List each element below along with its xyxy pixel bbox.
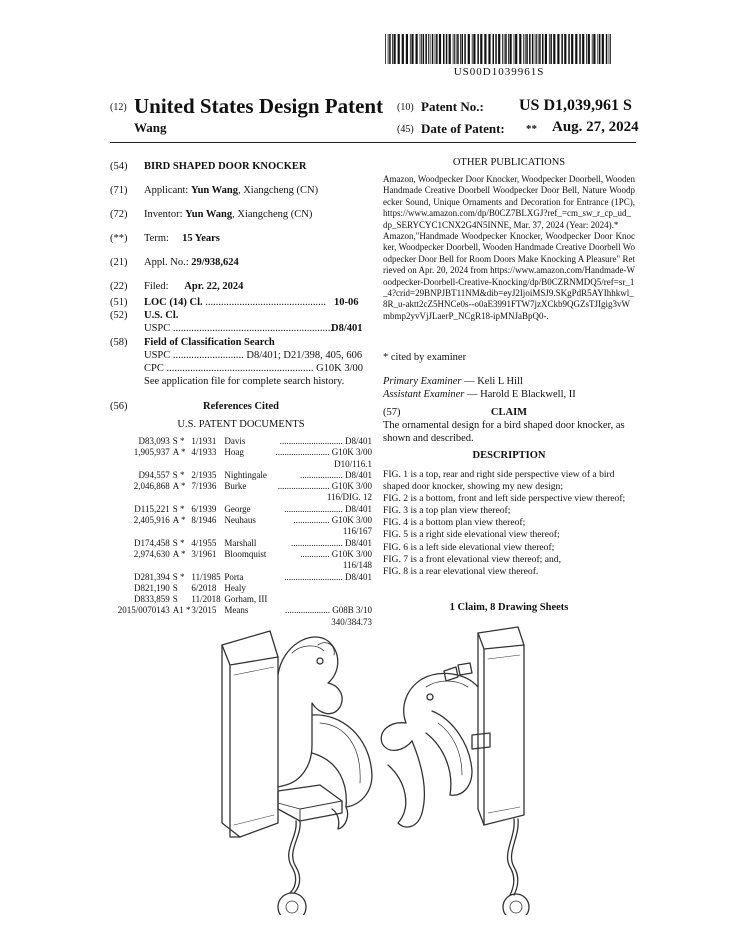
- barcode-bar: [472, 34, 473, 64]
- reference-kind: A *: [172, 548, 186, 559]
- barcode-bar: [435, 34, 436, 64]
- term-value: 15 Years: [182, 233, 220, 244]
- barcode-bar: [593, 34, 595, 64]
- reference-class: ............. G10K 3/00: [300, 548, 372, 559]
- field-54: [110, 160, 380, 173]
- reference-name: Neuhaus: [224, 515, 256, 526]
- barcode-bar: [477, 34, 479, 64]
- barcode-bar: [532, 34, 534, 64]
- reference-row: [110, 481, 372, 492]
- barcode-bar: [523, 34, 524, 64]
- reference-date: [191, 560, 224, 571]
- other-publications: [383, 174, 635, 322]
- reference-class: [276, 594, 373, 605]
- reference-date: 4/1955: [191, 537, 217, 548]
- figure-description: is a top, rear and right side perspective view of a bird shaped door knocker, showing my new design;: [383, 469, 615, 493]
- barcode: [385, 34, 613, 64]
- reference-row: [110, 470, 372, 481]
- barcode-bar: [557, 34, 559, 64]
- claim-title: CLAIM: [490, 407, 528, 418]
- reference-row: [110, 515, 372, 526]
- code-54: (54): [110, 161, 128, 172]
- description-list: [383, 469, 635, 578]
- figure-ref: FIG. 6: [383, 541, 409, 553]
- code-21: (21): [110, 257, 128, 268]
- figure-ref: FIG. 7: [383, 553, 409, 565]
- publication-2: Amazon,"Handmade Woodpecker Knocker, Woodpecker Door Knocker, Woodpecker Doorbell, Wooden Handmade Creative Doorbell Woodpecker Door Bell for Room Doors Make Knocking A Pleasure" Retrieved on Apr. 20, 2024 from https://www.amazon.com/Handmade-Woodpecker-Doorbell-Creative-Knocking/dp/B0CZRNMDQ5/ref=sr_1_4?crid=29BNPJBT11NM&dib=eyJ2IjoiMSJ9.SKgPdR5AYIhhkwl_8R_u-aktt2cZ5HNCe0s--o0aE3991FTW7jzXCkb9QGZsTJIgig3vWmbmp2yvVjJLaerP_NCgR18-ipMNJaBpQ0-.: [383, 231, 635, 321]
- term-label: Term:: [144, 233, 169, 244]
- field-71: [110, 184, 380, 197]
- figure-description: is a right side elevational view thereof;: [408, 529, 560, 541]
- figure-ref: FIG. 3: [383, 505, 409, 517]
- code-10: (10): [397, 102, 414, 113]
- barcode-bar: [553, 34, 555, 64]
- reference-name: [224, 560, 275, 571]
- barcode-bar: [519, 34, 521, 64]
- reference-class: .......................... D8/401: [284, 571, 372, 582]
- barcode-bar: [538, 34, 539, 64]
- reference-kind: S *: [172, 571, 185, 582]
- reference-class: 340/384.73: [331, 616, 372, 627]
- primary-examiner-label: Primary Examiner: [383, 376, 462, 387]
- barcode-bar: [545, 34, 547, 64]
- reference-number: [110, 560, 173, 571]
- barcode-bar: [488, 34, 490, 64]
- barcode-bar: [502, 34, 503, 64]
- reference-number: 2,974,630: [133, 548, 170, 559]
- barcode-bar: [389, 34, 391, 64]
- barcode-bar: [579, 34, 581, 64]
- figure-ref: FIG. 1: [383, 469, 409, 480]
- barcode-bar: [549, 34, 550, 64]
- claims-summary: 1 Claim, 8 Drawing Sheets: [449, 602, 569, 613]
- barcode-bar: [505, 34, 507, 64]
- primary-examiner: [383, 375, 523, 388]
- barcode-bar: [398, 34, 400, 64]
- reference-class: 116/148: [342, 560, 372, 571]
- barcode-bar: [602, 34, 604, 64]
- description-item: [383, 469, 635, 493]
- left-striker-ball: [278, 893, 306, 915]
- reference-name: Means: [224, 605, 249, 616]
- title-of-design: BIRD SHAPED DOOR KNOCKER: [144, 161, 307, 172]
- barcode-bar: [610, 34, 611, 64]
- uspc-value: D8/401: [331, 323, 363, 334]
- reference-class: .................... G08B 3/10: [284, 605, 372, 616]
- applicant-label: Applicant:: [144, 185, 189, 196]
- door-knocker-drawing: [200, 615, 560, 915]
- barcode-bar: [454, 34, 455, 64]
- barcode-bar: [439, 34, 441, 64]
- barcode-bar: [609, 34, 610, 64]
- reference-row: [110, 560, 372, 571]
- reference-kind: [173, 492, 192, 503]
- cited-note: * cited by examiner: [383, 352, 467, 363]
- reference-name: Marshall: [224, 537, 257, 548]
- reference-number: [110, 459, 173, 470]
- barcode-bar: [568, 34, 570, 64]
- reference-name: Hoag: [224, 447, 244, 458]
- reference-class: .......................... D8/401: [284, 503, 372, 514]
- reference-kind: [173, 459, 192, 470]
- figure-ref: FIG. 4: [383, 517, 409, 529]
- field-search-label: Field of Classification Search: [144, 337, 275, 348]
- barcode-bar: [588, 34, 590, 64]
- barcode-bar: [473, 34, 475, 64]
- figure-description: is a rear elevational view thereof.: [408, 565, 539, 577]
- reference-name: [224, 526, 275, 537]
- code-56: (56): [110, 401, 128, 412]
- barcode-bar: [592, 34, 593, 64]
- reference-class: [276, 583, 373, 594]
- applicant-location: , Xiangcheng (CN): [237, 185, 319, 196]
- search-cpc: CPC ........................................................ G10K 3/00: [144, 363, 364, 374]
- reference-name: George: [224, 503, 251, 514]
- reference-row: [110, 459, 372, 470]
- barcode-bar: [526, 34, 528, 64]
- patent-date: Aug. 27, 2024: [552, 119, 639, 135]
- reference-row: [110, 504, 372, 515]
- reference-kind: [173, 526, 192, 537]
- barcode-bar: [529, 34, 531, 64]
- barcode-bar: [423, 34, 425, 64]
- code-52: (52): [110, 310, 128, 321]
- search-uspc: USPC ........................... D8/401; D21/398, 405, 606: [144, 350, 363, 361]
- description-item: [383, 493, 635, 505]
- field-term: [110, 232, 380, 245]
- right-bird-eye: [427, 694, 433, 700]
- barcode-bar: [539, 34, 541, 64]
- right-striker-ball: [503, 894, 529, 915]
- barcode-bar: [436, 34, 438, 64]
- barcode-bar: [606, 34, 608, 64]
- figure-ref: FIG. 2: [383, 493, 409, 505]
- filed-label: Filed:: [144, 281, 169, 292]
- reference-number: 2015/0070143: [117, 605, 170, 616]
- barcode-number: US00D1039961S: [453, 66, 545, 78]
- barcode-bar: [464, 34, 466, 64]
- references-title: References Cited: [203, 401, 279, 412]
- reference-number: D94,557: [138, 469, 170, 480]
- uspc-label: USPC: [144, 323, 171, 334]
- reference-date: [191, 459, 224, 470]
- inventor-location: , Xiangcheng (CN): [232, 209, 313, 220]
- appl-no-value: 29/938,624: [191, 257, 239, 268]
- barcode-bar: [421, 34, 422, 64]
- left-bird-eye: [317, 658, 323, 664]
- barcode-bar: [394, 34, 396, 64]
- barcode-bar: [443, 34, 445, 64]
- knocker-right: [381, 627, 529, 915]
- reference-date: 1/1931: [191, 436, 217, 446]
- reference-kind: S *: [172, 537, 185, 548]
- reference-kind: S *: [172, 469, 185, 480]
- code-57: (57): [383, 407, 401, 418]
- barcode-bar: [582, 34, 584, 64]
- barcode-bar: [457, 34, 459, 64]
- reference-number: [110, 526, 173, 537]
- barcode-bar: [586, 34, 587, 64]
- right-bracket: [472, 733, 490, 749]
- barcode-bar: [514, 34, 515, 64]
- loc-value: 10-06: [334, 297, 359, 308]
- barcode-bar: [468, 34, 470, 64]
- barcode-bar: [515, 34, 517, 64]
- reference-name: Gorham, III: [224, 594, 268, 605]
- reference-row: [110, 538, 372, 549]
- barcode-bar: [453, 34, 454, 64]
- reference-date: 11/2018: [191, 594, 221, 605]
- barcode-bar: [402, 34, 404, 64]
- right-backplate: [478, 627, 524, 825]
- assistant-examiner: [383, 388, 576, 401]
- reference-class: ....................... G10K 3/00: [277, 481, 372, 492]
- barcode-bar: [446, 34, 448, 64]
- barcode-bar: [571, 34, 573, 64]
- reference-name: Healy: [224, 582, 246, 593]
- reference-kind: [173, 560, 192, 571]
- left-bird-wing: [312, 715, 372, 807]
- reference-date: 7/1936: [191, 481, 217, 492]
- reference-name: Nightingale: [224, 469, 267, 480]
- reference-number: D83,093: [138, 436, 170, 446]
- barcode-bar: [449, 34, 451, 64]
- reference-row: [110, 436, 372, 447]
- barcode-bar: [428, 34, 429, 64]
- code-71: (71): [110, 185, 128, 196]
- barcode-bar: [495, 34, 497, 64]
- barcode-bar: [416, 34, 418, 64]
- figure-description: is a bottom, front and left side perspective view thereof;: [408, 493, 626, 505]
- barcode-bar: [460, 34, 461, 64]
- date-label: Date of Patent:: [421, 121, 505, 136]
- reference-kind: S: [172, 582, 178, 593]
- reference-date: 8/1946: [191, 515, 217, 526]
- barcode-bar: [575, 34, 577, 64]
- barcode-bar: [597, 34, 598, 64]
- figure-ref: FIG. 5: [383, 529, 409, 541]
- reference-number: D174,458: [133, 537, 170, 548]
- reference-number: 1,905,937: [133, 447, 170, 458]
- inventor-name: Yun Wang: [185, 209, 233, 220]
- reference-number: [110, 492, 173, 503]
- reference-row: [110, 583, 372, 594]
- description-title: DESCRIPTION: [472, 450, 546, 461]
- barcode-bar: [508, 34, 509, 64]
- reference-name: Porta: [224, 571, 244, 582]
- barcode-bar: [599, 34, 601, 64]
- code-58: (58): [110, 337, 128, 348]
- reference-number: D281,394: [133, 571, 170, 582]
- patent-type-title: United States Design Patent: [134, 94, 384, 118]
- barcode-bar: [493, 34, 495, 64]
- reference-kind: A *: [172, 447, 186, 458]
- right-bird-wing: [426, 711, 472, 795]
- reference-name: Bloomquist: [224, 548, 267, 559]
- reference-kind: A *: [172, 481, 186, 492]
- reference-name: [224, 459, 275, 470]
- reference-class: ....................... D8/401: [291, 537, 372, 548]
- reference-class: ................ G10K 3/00: [293, 515, 372, 526]
- reference-class: 116/DIG. 12: [326, 492, 372, 503]
- loc-dots: ..............................................: [205, 297, 326, 308]
- header-divider: [110, 142, 636, 143]
- reference-number: D821,190: [133, 582, 170, 593]
- knocker-left: [222, 631, 372, 915]
- reference-date: 6/1939: [191, 503, 217, 514]
- barcode-bar: [385, 34, 386, 64]
- field-22: [110, 280, 380, 293]
- reference-class: ........................ G10K 3/00: [275, 447, 372, 458]
- loc-label: LOC (14) Cl.: [144, 297, 203, 308]
- field-21: [110, 256, 380, 269]
- barcode-bar: [410, 34, 411, 64]
- inventor-surname: Wang: [134, 120, 167, 135]
- barcode-bar: [510, 34, 512, 64]
- reference-kind: A1 *: [172, 605, 191, 616]
- reference-kind: A *: [172, 515, 186, 526]
- reference-number: 2,046,868: [133, 481, 170, 492]
- figure-description: is a front elevational view thereof; and,: [408, 553, 561, 565]
- barcode-bar: [498, 34, 500, 64]
- reference-date: 2/1935: [191, 469, 217, 480]
- barcode-bar: [480, 34, 482, 64]
- description-item: [383, 505, 635, 517]
- barcode-bar: [430, 34, 431, 64]
- reference-date: [191, 526, 224, 537]
- figure-description: is a top plan view thereof;: [408, 505, 511, 517]
- code-12: (12): [110, 102, 127, 113]
- barcode-bar: [536, 34, 537, 64]
- assistant-examiner-name: — Harold E Blackwell, II: [464, 389, 576, 400]
- reference-date: 6/2018: [191, 582, 217, 593]
- code-22: (22): [110, 281, 128, 292]
- figure-description: is a bottom plan view thereof;: [408, 517, 526, 529]
- inventor-label: Inventor:: [144, 209, 183, 220]
- assistant-examiner-label: Assistant Examiner: [383, 389, 465, 400]
- reference-row: [110, 594, 372, 605]
- barcode-bar: [504, 34, 505, 64]
- date-stars: **: [526, 123, 537, 135]
- reference-name: Davis: [224, 436, 246, 446]
- barcode-bar: [564, 34, 566, 64]
- reference-kind: S *: [172, 436, 185, 446]
- reference-class: 116/167: [342, 526, 372, 537]
- code-45: (45): [397, 124, 414, 135]
- patent-no-label: Patent No.:: [421, 99, 484, 114]
- field-58: [110, 336, 380, 349]
- search-note: See application file for complete search history.: [144, 376, 345, 387]
- code-72: (72): [110, 209, 128, 220]
- description-item: [383, 554, 635, 566]
- barcode-bar: [525, 34, 526, 64]
- code-term: (**): [110, 233, 128, 244]
- patent-number: US D1,039,961 S: [519, 97, 632, 114]
- left-backplate-edge: [222, 645, 278, 837]
- reference-class: ............................ D8/401: [279, 436, 372, 446]
- reference-name: [224, 492, 275, 503]
- right-striker-rod: [508, 819, 515, 895]
- reference-name: Burke: [224, 481, 247, 492]
- description-item: [383, 542, 635, 554]
- figure-ref: FIG. 8: [383, 565, 409, 577]
- reference-kind: [173, 617, 192, 628]
- primary-examiner-name: — Keli L Hill: [461, 376, 523, 387]
- reference-row: [110, 549, 372, 560]
- reference-number: D115,221: [134, 503, 170, 514]
- other-publications-title: OTHER PUBLICATIONS: [452, 157, 566, 168]
- field-51: [110, 296, 372, 309]
- reference-class: D10/116.1: [334, 458, 372, 469]
- uspc-dots: .............................................................: [172, 323, 334, 334]
- reference-row: [110, 572, 372, 583]
- references-subtitle: U.S. PATENT DOCUMENTS: [177, 419, 305, 430]
- reference-date: 3/2015: [191, 605, 217, 616]
- reference-date: 11/1985: [191, 571, 221, 582]
- figure-description: is a left side elevational view thereof;: [408, 541, 555, 553]
- reference-row: [110, 492, 372, 503]
- barcode-bar: [550, 34, 552, 64]
- left-bird-tail: [332, 807, 348, 829]
- reference-kind: S: [172, 594, 178, 605]
- barcode-bar: [392, 34, 393, 64]
- filed-value: Apr. 22, 2024: [184, 281, 244, 292]
- right-bird-body: [388, 741, 424, 827]
- references-table: [110, 436, 372, 628]
- barcode-bar: [411, 34, 413, 64]
- code-51: (51): [110, 297, 128, 308]
- reference-date: 3/1961: [191, 548, 217, 559]
- description-item: [383, 529, 635, 541]
- field-52: [110, 309, 380, 322]
- barcode-bar: [388, 34, 389, 64]
- reference-class: ................... D8/401: [300, 469, 372, 480]
- us-cl-label: U.S. Cl.: [144, 310, 179, 321]
- appl-no-label: Appl. No.:: [144, 257, 189, 268]
- reference-number: D833,859: [133, 594, 170, 605]
- barcode-bar: [462, 34, 464, 64]
- field-72: [110, 208, 380, 221]
- reference-row: [110, 526, 372, 537]
- barcode-bar: [432, 34, 434, 64]
- reference-row: [110, 447, 372, 458]
- reference-number: 2,405,916: [133, 515, 170, 526]
- reference-date: 4/1933: [191, 447, 217, 458]
- barcode-bar: [456, 34, 457, 64]
- applicant-name: Yun Wang: [190, 185, 238, 196]
- barcode-bar: [406, 34, 408, 64]
- barcode-bar: [542, 34, 544, 64]
- barcode-bar: [535, 34, 536, 64]
- publication-1: Amazon, Woodpecker Door Knocker, Woodpecker Doorbell, Wooden Handmade Creative Doorbell Woodpecker Door Bell, Nature Woodpecker Sound, Unique Ornaments and Decoration for Entrance (1PC), https://www.amazon.com/dp/B0CZ7BLXGJ?ref_=cm_sw_r_cp_ud_dp_SERYCYC1CNX2G4N5INNE, Mar. 37, 2024 (Year: 2024).*: [383, 174, 635, 230]
- reference-kind: S *: [172, 503, 185, 514]
- barcode-bar: [484, 34, 486, 64]
- barcode-bar: [561, 34, 563, 64]
- reference-date: [191, 492, 224, 503]
- barcode-bar: [425, 34, 427, 64]
- barcode-bar: [420, 34, 421, 64]
- claim-text: The ornamental design for a bird shaped door knocker, as shown and described.: [383, 420, 625, 444]
- description-item: [383, 517, 635, 529]
- description-item: [383, 566, 635, 578]
- reference-number: [110, 617, 173, 628]
